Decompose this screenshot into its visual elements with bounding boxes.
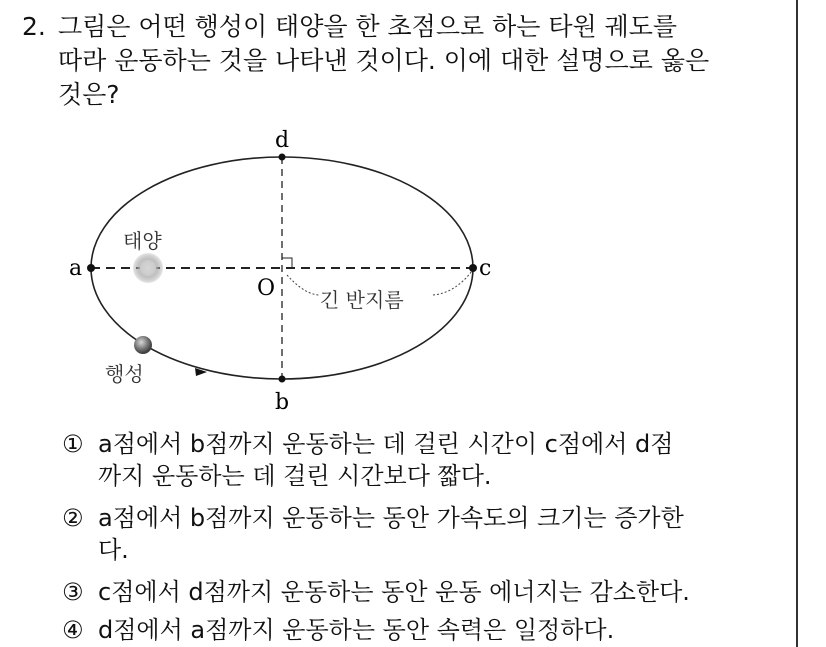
choice-1-line-1: a점에서 b점까지 운동하는 데 걸린 시간이 c점에서 d점 xyxy=(98,430,674,458)
label-d: d xyxy=(275,128,290,153)
choice-2-line-2: 다. xyxy=(98,536,129,564)
right-angle-mark xyxy=(282,258,292,268)
point-d-marker xyxy=(279,154,286,161)
point-c-marker xyxy=(469,264,477,272)
semi-major-bracket-right xyxy=(433,271,472,295)
question-number: 2. xyxy=(22,12,46,41)
planet-icon xyxy=(134,336,152,354)
point-b-marker xyxy=(279,376,286,383)
label-c: c xyxy=(479,256,492,281)
choice-4-line-1: d점에서 a점까지 운동하는 동안 속력은 일정하다. xyxy=(98,616,615,644)
point-a-marker xyxy=(87,264,95,272)
choice-3-line-1: c점에서 d점까지 운동하는 동안 운동 에너지는 감소한다. xyxy=(98,578,690,606)
sun-core xyxy=(140,260,156,276)
choice-1-line-2: 까지 운동하는 데 걸린 시간보다 짧다. xyxy=(98,462,492,490)
question-text-line-3: 것은? xyxy=(58,80,120,109)
question-text-line-2: 따라 운동하는 것을 나타낸 것이다. 이에 대한 설명으로 옳은 xyxy=(58,46,710,75)
label-a: a xyxy=(69,256,83,281)
choice-1-number: ① xyxy=(62,430,84,458)
choice-3-number: ③ xyxy=(62,578,84,606)
semi-major-bracket-left xyxy=(287,275,320,295)
label-center-o: O xyxy=(257,276,276,301)
page-column-divider xyxy=(796,0,798,647)
orbit-diagram xyxy=(55,125,505,420)
question-text-line-1: 그림은 어떤 행성이 태양을 한 초점으로 하는 타원 궤도를 xyxy=(58,12,678,41)
label-semi-major-axis: 긴 반지름 xyxy=(320,288,404,312)
label-sun: 태양 xyxy=(123,229,162,253)
label-b: b xyxy=(275,390,290,415)
choice-2-number: ② xyxy=(62,504,84,532)
choice-4-number: ④ xyxy=(62,616,84,644)
choice-2-line-1: a점에서 b점까지 운동하는 동안 가속도의 크기는 증가한 xyxy=(98,504,684,532)
label-planet: 행성 xyxy=(105,362,144,386)
